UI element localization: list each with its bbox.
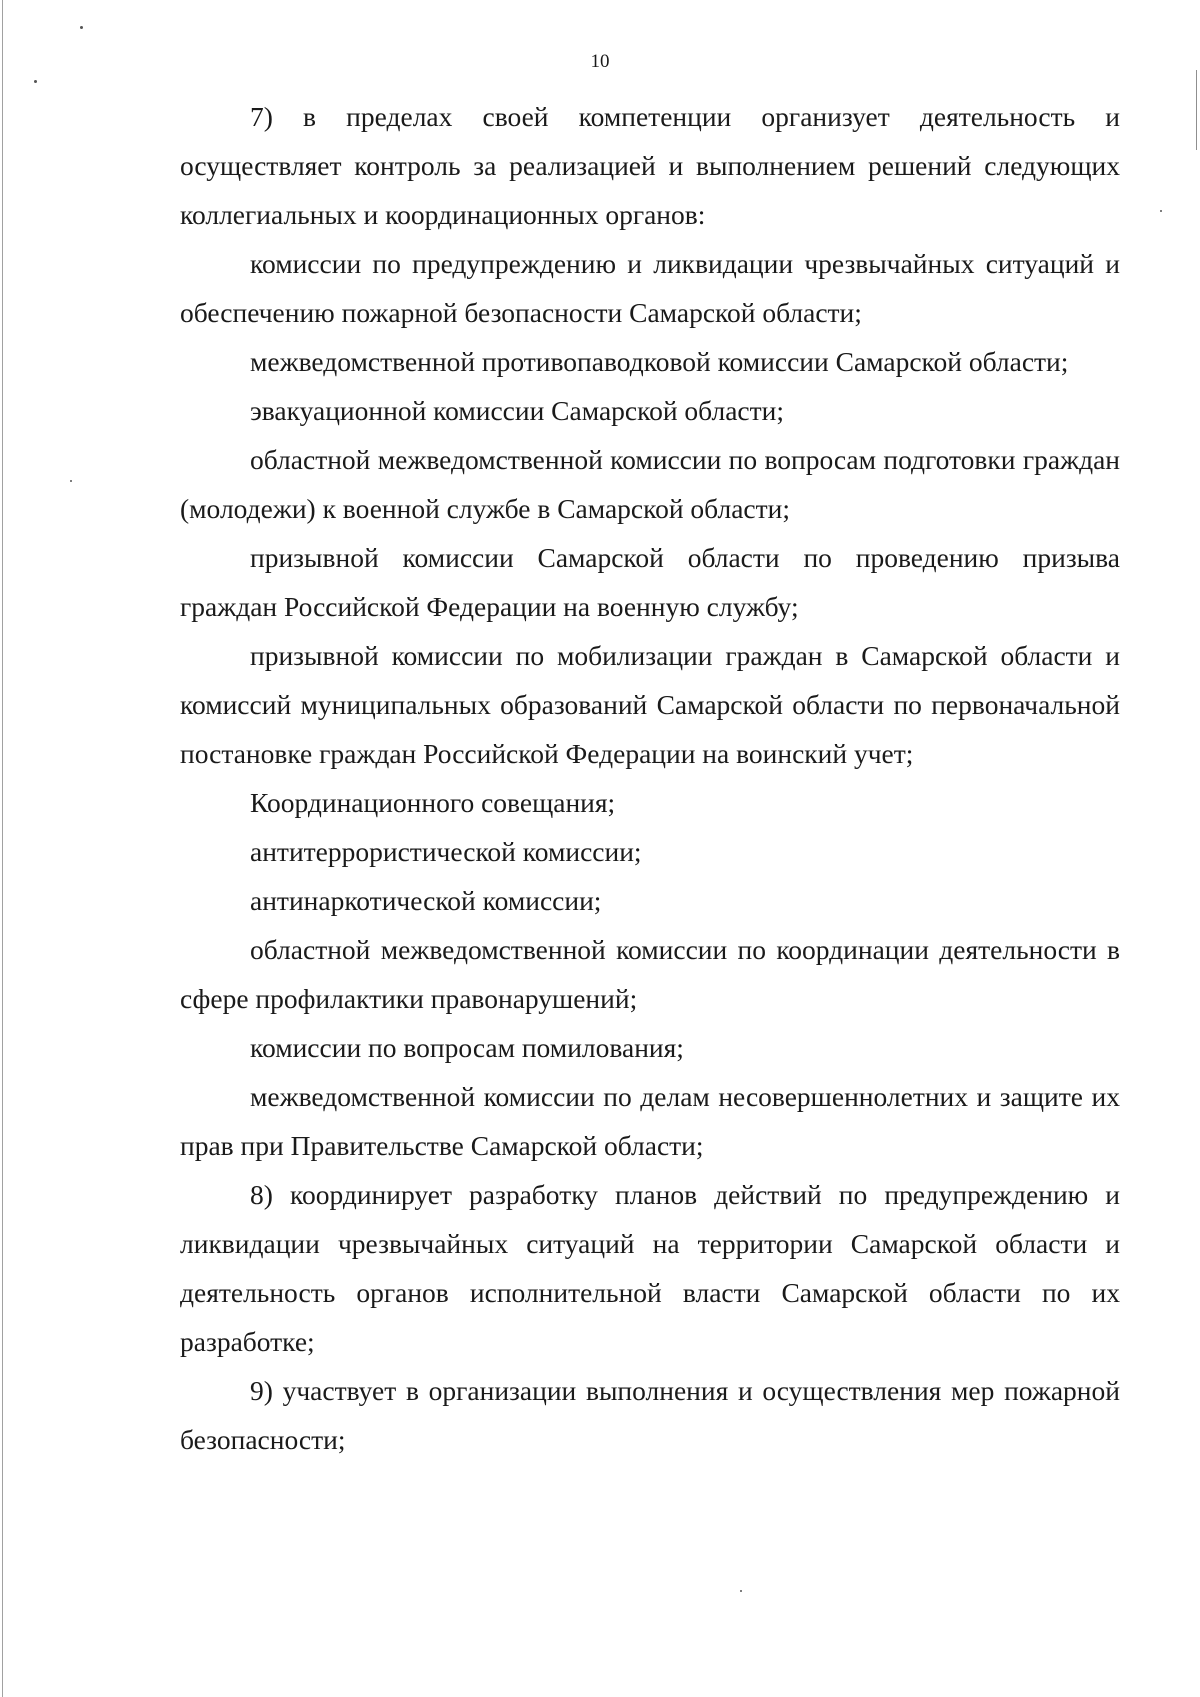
- scan-edge-left: [2, 0, 3, 1697]
- page-number: 10: [590, 51, 610, 72]
- scan-speck: [80, 26, 83, 29]
- document-body: [180, 92, 1120, 1464]
- paragraph-pardon-commission: комиссии по вопросам помилования;: [250, 1032, 684, 1063]
- paragraph-item-8: 8) координирует разработку планов действий по предупреждению и ликвидации чрезвычайных ситуаций на территории Самарской области и деятельность органов исполнительной власти Самарской области по их разработке;: [180, 1179, 1120, 1357]
- paragraph-emergency-commission: комиссии по предупреждению и ликвидации чрезвычайных ситуаций и обеспечению пожарной безопасности Самарской области;: [180, 248, 1120, 328]
- scan-speck: [70, 480, 72, 482]
- paragraph-mobilization-commission: призывной комиссии по мобилизации граждан в Самарской области и комиссий муниципальных образований Самарской области по первоначальной постановке граждан Российской Федерации на воинский учет;: [180, 640, 1120, 769]
- paragraph-coordination-meeting: Координационного совещания;: [250, 787, 616, 818]
- paragraph-item-7: 7) в пределах своей компетенции организует деятельность и осуществляет контроль за реализацией и выполнением решений следующих коллегиальных и координационных органов:: [180, 101, 1120, 230]
- scan-speck: [34, 80, 37, 83]
- paragraph-minors-commission: межведомственной комиссии по делам несовершеннолетних и защите их прав при Правительстве Самарской области;: [180, 1081, 1120, 1161]
- scan-edge-right: [1196, 70, 1197, 150]
- paragraph-evacuation-commission: эвакуационной комиссии Самарской области;: [250, 395, 784, 426]
- paragraph-antidrug-commission: антинаркотической комиссии;: [250, 885, 602, 916]
- paragraph-crime-prevention-commission: областной межведомственной комиссии по координации деятельности в сфере профилактики правонарушений;: [180, 934, 1120, 1014]
- paragraph-item-9: 9) участвует в организации выполнения и осуществления мер пожарной безопасности;: [180, 1375, 1120, 1455]
- scan-speck: [1160, 210, 1162, 212]
- paragraph-flood-commission: межведомственной противопаводковой комиссии Самарской области;: [250, 346, 1069, 377]
- paragraph-antiterror-commission: антитеррористической комиссии;: [250, 836, 642, 867]
- scan-speck: [740, 1590, 742, 1592]
- paragraph-conscription-commission: призывной комиссии Самарской области по проведению призыва граждан Российской Федерации на военную службу;: [180, 542, 1120, 622]
- paragraph-military-training-commission: областной межведомственной комиссии по вопросам подготовки граждан (молодежи) к военной службе в Самарской области;: [180, 444, 1120, 524]
